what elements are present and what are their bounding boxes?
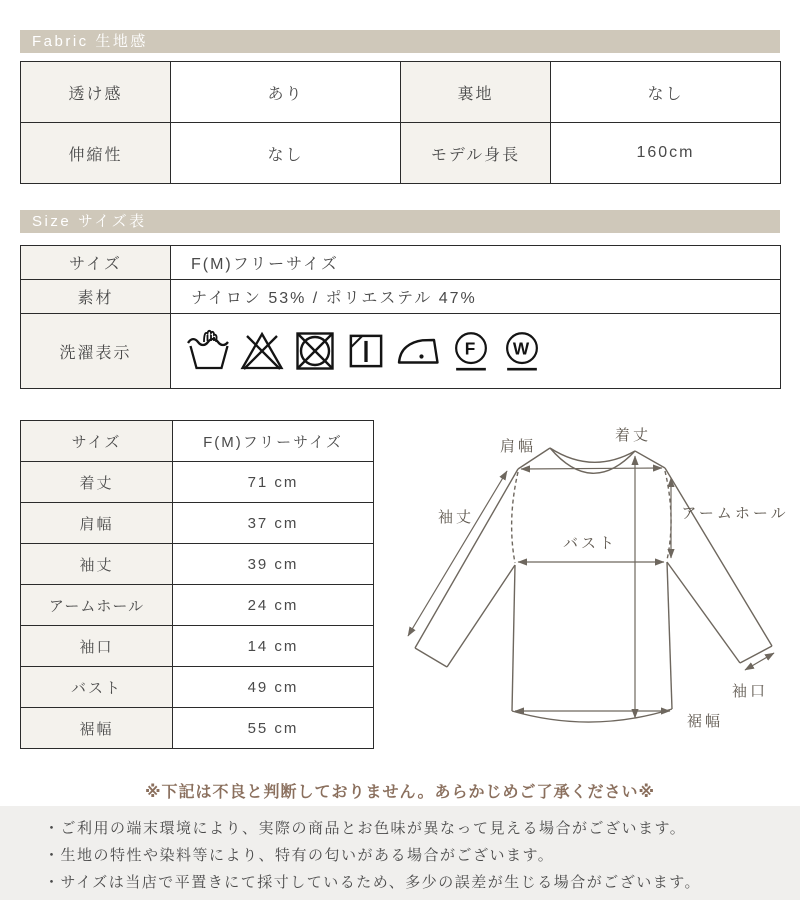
garment-diagram bbox=[390, 415, 800, 760]
sleeve-length-value: 39 cm bbox=[173, 544, 374, 585]
diagram-body-length-label: 着丈 bbox=[614, 427, 652, 444]
fabric-section-title: Fabric 生地感 bbox=[32, 33, 148, 50]
measurement-row bbox=[21, 708, 374, 749]
iron-low-heat-icon bbox=[393, 327, 443, 375]
measurement-row bbox=[21, 503, 374, 544]
do-not-tumble-dry-icon bbox=[291, 327, 339, 375]
fabric-section-header bbox=[20, 30, 780, 53]
material-label: 素材 bbox=[21, 280, 171, 314]
note-item: ・ご利用の端末環境により、実際の商品とお色味が異なって見える場合がございます。 bbox=[44, 820, 687, 837]
measurement-row bbox=[21, 626, 374, 667]
model-height-value: 160cm bbox=[551, 123, 781, 184]
care-label: 洗濯表示 bbox=[21, 314, 171, 389]
model-height-label: モデル身長 bbox=[401, 123, 551, 184]
body-length-value: 71 cm bbox=[173, 462, 374, 503]
measure-size-label: サイズ bbox=[21, 421, 173, 462]
diagram-armhole-label: アームホール bbox=[681, 505, 789, 522]
care-letter-w: W bbox=[512, 338, 532, 359]
hem-width-value: 55 cm bbox=[173, 708, 374, 749]
hand-wash-icon bbox=[185, 327, 233, 375]
fabric-table bbox=[20, 61, 781, 184]
lining-label: 裏地 bbox=[401, 62, 551, 123]
material-value: ナイロン 53% / ポリエステル 47% bbox=[171, 280, 781, 314]
diagram-shoulder-label: 肩幅 bbox=[499, 438, 537, 455]
armhole-value: 24 cm bbox=[173, 585, 374, 626]
size-info-table bbox=[20, 245, 781, 389]
disclaimer-heading: ※下記は不良と判断しておりません。あらかじめご了承ください※ bbox=[144, 784, 656, 801]
size-value: F(M)フリーサイズ bbox=[171, 246, 781, 280]
diagram-labels bbox=[438, 427, 789, 730]
measurement-row bbox=[21, 544, 374, 585]
lining-value: なし bbox=[551, 62, 781, 123]
shoulder-width-value: 37 cm bbox=[173, 503, 374, 544]
note-item: ・生地の特性や染料等により、特有の匂いがある場合がございます。 bbox=[44, 847, 555, 864]
shoulder-width-label: 肩幅 bbox=[21, 503, 173, 544]
body-length-label: 着丈 bbox=[21, 462, 173, 503]
measure-arrows bbox=[408, 456, 774, 718]
sheerness-value: あり bbox=[171, 62, 401, 123]
measurement-table bbox=[20, 420, 374, 749]
dry-in-shade-icon bbox=[344, 327, 388, 375]
diagram-bust-label: バスト bbox=[562, 535, 618, 552]
measurement-row bbox=[21, 667, 374, 708]
sheerness-label: 透け感 bbox=[21, 62, 171, 123]
measure-size-value: F(M)フリーサイズ bbox=[173, 421, 374, 462]
care-icons-cell bbox=[171, 314, 781, 389]
diagram-hem-label: 裾幅 bbox=[686, 713, 724, 730]
bust-value: 49 cm bbox=[173, 667, 374, 708]
fabric-table-row bbox=[21, 62, 781, 123]
hem-width-label: 裾幅 bbox=[21, 708, 173, 749]
size-label: サイズ bbox=[21, 246, 171, 280]
note-item: ・サイズは当店で平置きにて採寸しているため、多少の誤差が生じる場合がございます。 bbox=[44, 874, 702, 891]
stretch-label: 伸縮性 bbox=[21, 123, 171, 184]
dry-clean-petroleum-f-icon bbox=[448, 327, 494, 375]
disclaimer-notes bbox=[0, 806, 800, 900]
measurement-row bbox=[21, 462, 374, 503]
wet-clean-w-icon bbox=[499, 327, 545, 375]
measurement-row bbox=[21, 585, 374, 626]
stretch-value: なし bbox=[171, 123, 401, 184]
sleeve-length-label: 袖丈 bbox=[21, 544, 173, 585]
cuff-value: 14 cm bbox=[173, 626, 374, 667]
diagram-sleeve-label: 袖丈 bbox=[437, 509, 475, 526]
measurement-header-row bbox=[21, 421, 374, 462]
care-row bbox=[21, 314, 781, 389]
care-letter-f: F bbox=[464, 338, 478, 359]
do-not-bleach-icon bbox=[238, 327, 286, 375]
care-icons bbox=[171, 327, 779, 375]
bust-label: バスト bbox=[21, 667, 173, 708]
diagram-cuff-label: 袖口 bbox=[731, 683, 769, 700]
size-row bbox=[21, 246, 781, 280]
cuff-label: 袖口 bbox=[21, 626, 173, 667]
size-section-title: Size サイズ表 bbox=[32, 213, 147, 230]
armhole-label: アームホール bbox=[21, 585, 173, 626]
fabric-table-row bbox=[21, 123, 781, 184]
material-row bbox=[21, 280, 781, 314]
garment-outline bbox=[415, 448, 772, 722]
size-section-header bbox=[20, 210, 780, 233]
